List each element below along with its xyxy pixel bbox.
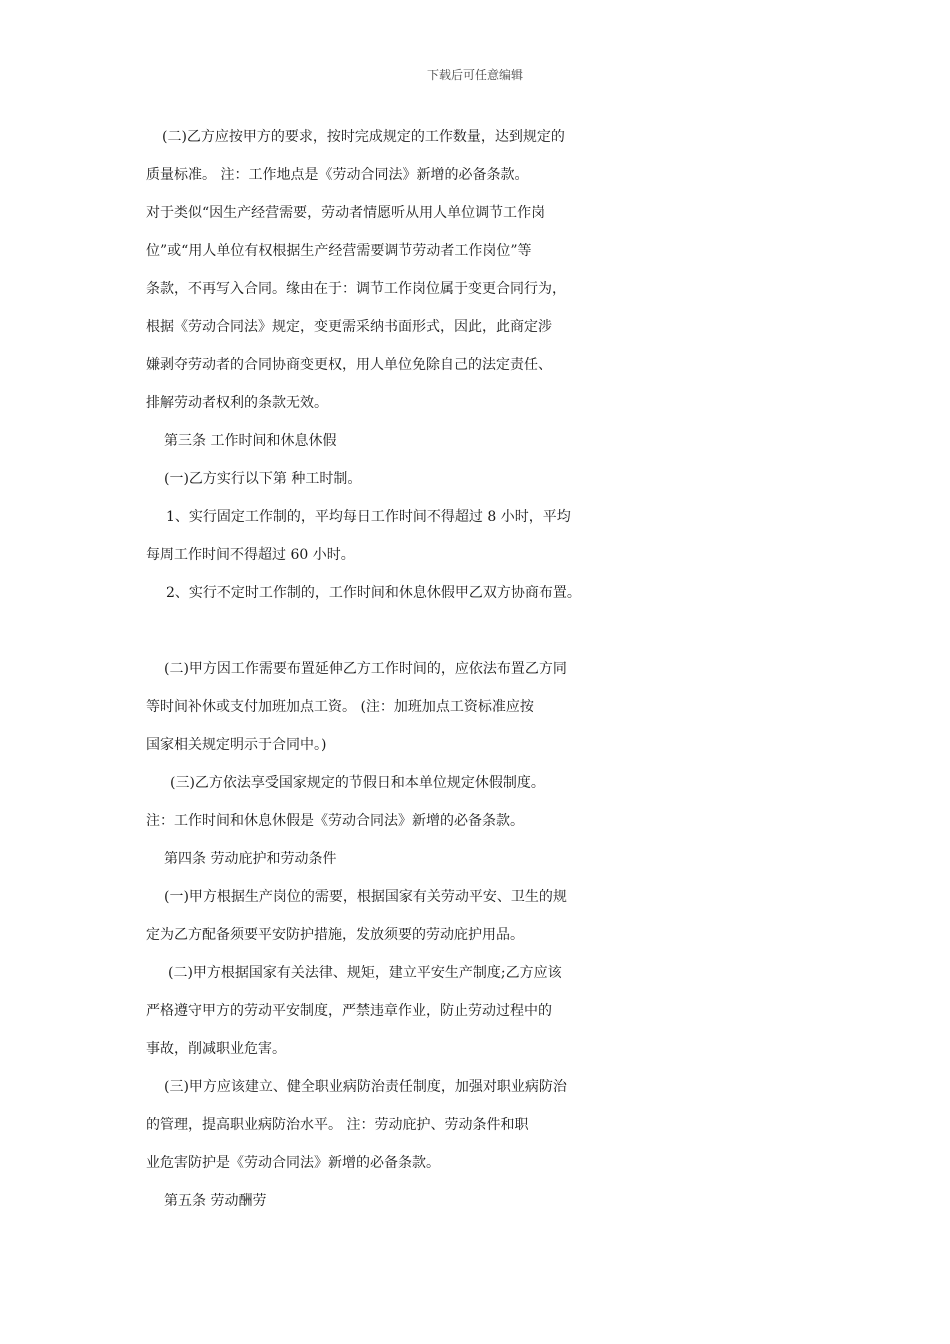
text-line: 条款，不再写入合同。缘由在于：调节工作岗位属于变更合同行为， xyxy=(146,281,566,297)
text-line: 2、实行不定时工作制的，工作时间和休息休假甲乙双方协商布置。 xyxy=(166,585,581,601)
page-header: 下载后可任意编辑 xyxy=(426,68,523,82)
text-line: (一)甲方根据生产岗位的需要，根据国家有关劳动平安、卫生的规 xyxy=(164,889,567,905)
text-line: (一)乙方实行以下第 种工时制。 xyxy=(164,471,362,487)
text-line: 质量标准。 注：工作地点是《劳动合同法》新增的必备条款。 xyxy=(146,167,529,183)
text-line: 每周工作时间不得超过 60 小时。 xyxy=(146,547,355,563)
text-line: 定为乙方配备须要平安防护措施，发放须要的劳动庇护用品。 xyxy=(146,927,524,943)
text-line: 嫌剥夺劳动者的合同协商变更权，用人单位免除自己的法定责任、 xyxy=(146,357,552,373)
text-line: 位”或“用人单位有权根据生产经营需要调节劳动者工作岗位”等 xyxy=(146,243,532,259)
text-line: 的管理，提高职业病防治水平。 注：劳动庇护、劳动条件和职 xyxy=(146,1117,529,1133)
text-line: 注：工作时间和休息休假是《劳动合同法》新增的必备条款。 xyxy=(146,813,524,829)
text-line: 国家相关规定明示于合同中。) xyxy=(146,737,327,753)
text-line: 等时间补休或支付加班加点工资。 (注：加班加点工资标准应按 xyxy=(146,699,534,715)
text-line: (三)甲方应该建立、健全职业病防治责任制度，加强对职业病防治 xyxy=(164,1079,567,1095)
text-line: 根据《劳动合同法》规定，变更需采纳书面形式，因此，此商定涉 xyxy=(146,319,552,335)
text-line: 对于类似“因生产经营需要，劳动者情愿听从用人单位调节工作岗 xyxy=(146,205,546,221)
text-line: 第四条 劳动庇护和劳动条件 xyxy=(164,851,337,867)
blank-line xyxy=(146,612,826,650)
text-line: (二)甲方根据国家有关法律、规矩，建立平安生产制度;乙方应该 xyxy=(168,965,562,981)
text-line: (三)乙方依法享受国家规定的节假日和本单位规定休假制度。 xyxy=(170,775,545,791)
text-line: 1、实行固定工作制的，平均每日工作时间不得超过 8 小时，平均 xyxy=(166,509,571,525)
text-line: 业危害防护是《劳动合同法》新增的必备条款。 xyxy=(146,1155,440,1171)
text-line: (二)乙方应按甲方的要求，按时完成规定的工作数量，达到规定的 xyxy=(162,129,565,145)
text-line: 第三条 工作时间和休息休假 xyxy=(164,433,337,449)
text-line: 严格遵守甲方的劳动平安制度，严禁违章作业，防止劳动过程中的 xyxy=(146,1003,552,1019)
text-line: (二)甲方因工作需要布置延伸乙方工作时间的，应依法布置乙方同 xyxy=(164,661,567,677)
text-line: 排解劳动者权利的条款无效。 xyxy=(146,395,328,411)
text-line: 第五条 劳动酬劳 xyxy=(164,1193,267,1209)
document-body xyxy=(146,118,826,1220)
text-line: 事故，削减职业危害。 xyxy=(146,1041,286,1057)
